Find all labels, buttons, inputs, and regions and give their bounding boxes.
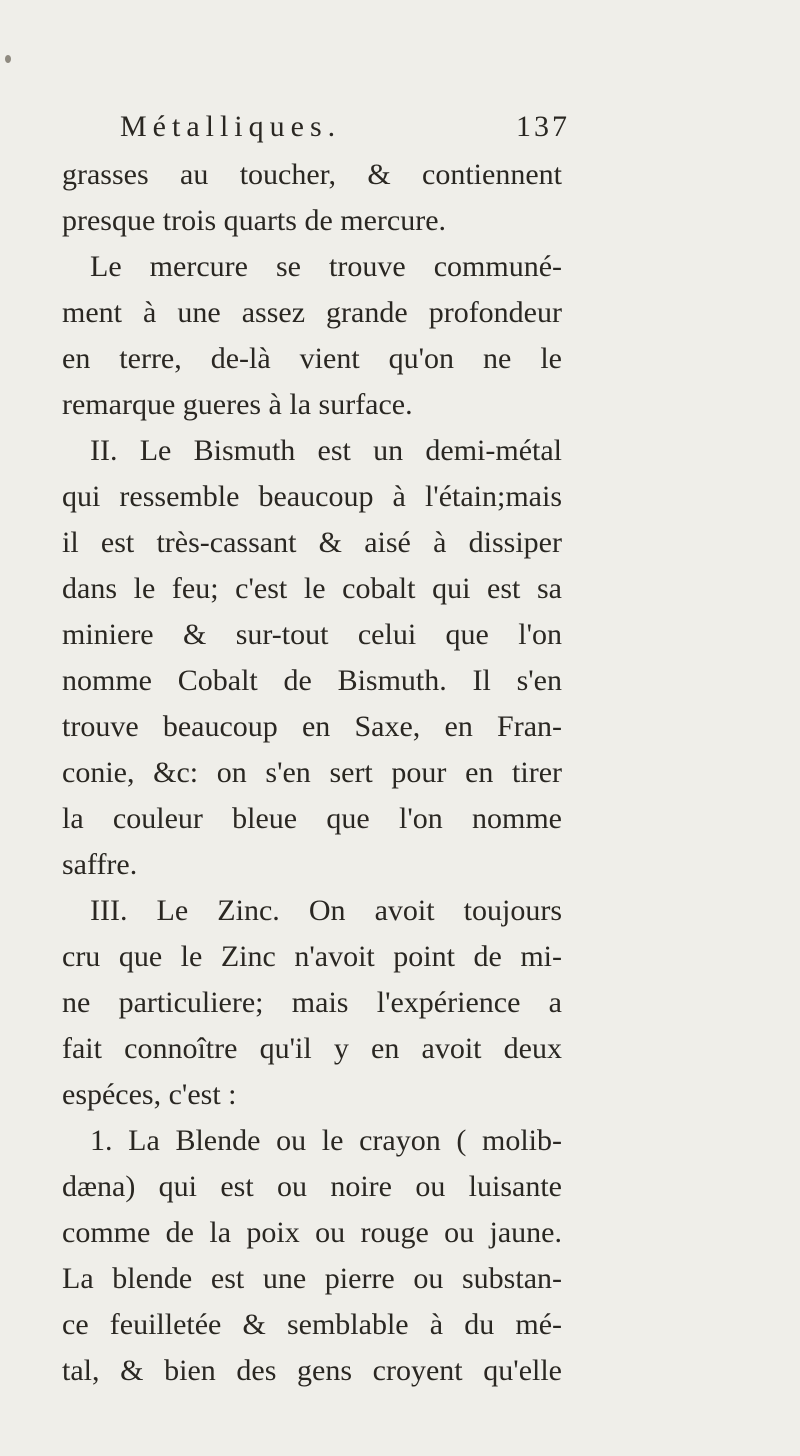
- text-line: dæna) qui est ou noire ou luisante: [62, 1170, 562, 1203]
- page-header: [120, 104, 570, 150]
- text-line: III. Le Zinc. On avoit toujours: [90, 894, 562, 927]
- text-line: conie, &c: on s'en sert pour en tirer: [62, 756, 562, 789]
- text-line: ne particuliere; mais l'expérience a: [62, 986, 562, 1019]
- body-text: [62, 152, 562, 1394]
- text-line: trouve beaucoup en Saxe, en Fran-: [62, 710, 562, 743]
- text-line: remarque gueres à la surface.: [62, 388, 413, 421]
- text-line: Le mercure se trouve communé-: [90, 250, 562, 283]
- text-line: ment à une assez grande profondeur: [62, 296, 562, 329]
- text-line: fait connoître qu'il y en avoit deux: [62, 1032, 562, 1065]
- text-line: 1. La Blende ou le crayon ( molib-: [90, 1124, 562, 1157]
- text-line: qui ressemble beaucoup à l'étain;mais: [62, 480, 562, 513]
- text-line: La blende est une pierre ou substan-: [62, 1262, 562, 1295]
- text-line: II. Le Bismuth est un demi-métal: [90, 434, 562, 467]
- text-line: nomme Cobalt de Bismuth. Il s'en: [62, 664, 562, 697]
- text-line: espéces, c'est :: [62, 1078, 237, 1111]
- text-line: comme de la poix ou rouge ou jaune.: [62, 1216, 562, 1249]
- text-line: grasses au toucher, & contiennent: [62, 158, 562, 191]
- text-line: en terre, de-là vient qu'on ne le: [62, 342, 562, 375]
- text-line: tal, & bien des gens croyent qu'elle: [62, 1354, 562, 1387]
- text-line: dans le feu; c'est le cobalt qui est sa: [62, 572, 562, 605]
- text-line: miniere & sur-tout celui que l'on: [62, 618, 562, 651]
- page-number: 137: [516, 110, 570, 143]
- text-line: presque trois quarts de mercure.: [62, 204, 447, 237]
- text-line: cru que le Zinc n'avoit point de mi-: [62, 940, 562, 973]
- text-line: saffre.: [62, 848, 138, 881]
- running-head: Métalliques.: [120, 110, 342, 143]
- text-line: ce feuilletée & semblable à du mé-: [62, 1308, 562, 1341]
- text-line: la couleur bleue que l'on nomme: [62, 802, 562, 835]
- text-line: il est très-cassant & aisé à dissiper: [62, 526, 562, 559]
- ink-spot: [5, 55, 11, 63]
